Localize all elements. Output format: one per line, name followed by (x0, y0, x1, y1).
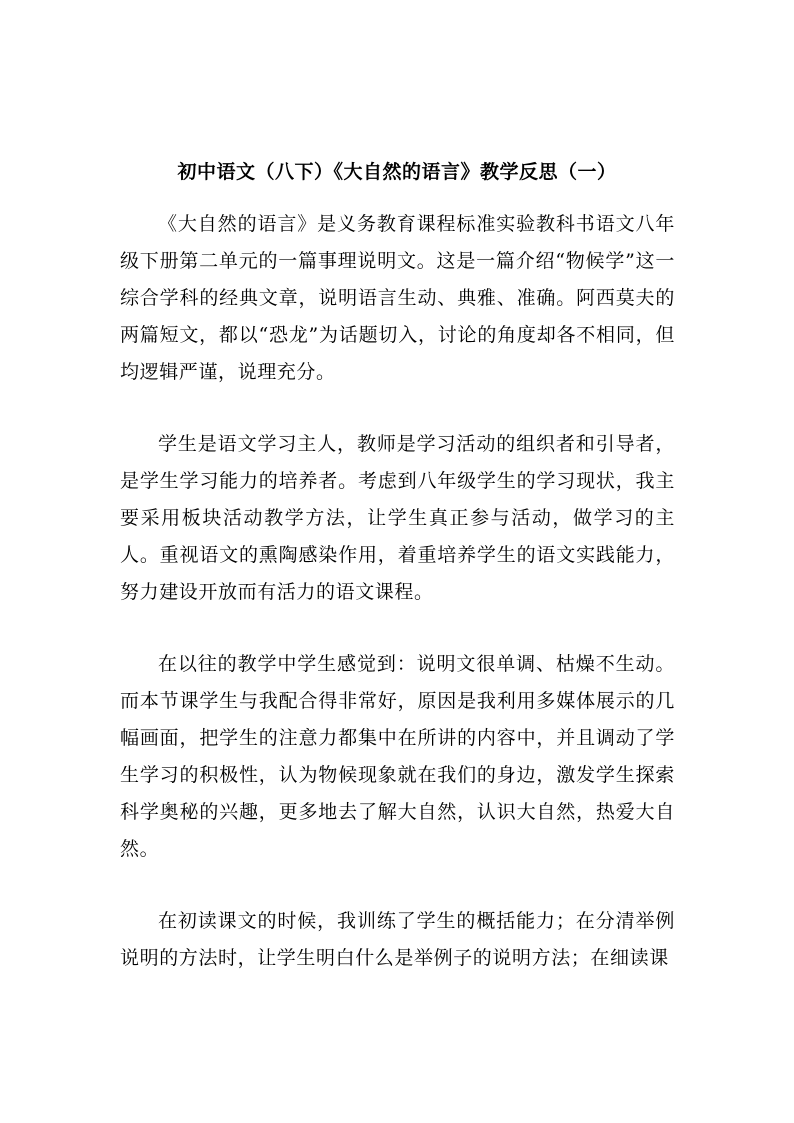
paragraph-3: 在以往的教学中学生感觉到：说明文很单调、枯燥不生动。而本节课学生与我配合得非常好，原因是我利用多媒体展示的几幅画面，把学生的注意力都集中在所讲的内容中，并且调动了学生学习的积极性，认为物候现象就在我们的身边，激发学生探索科学奥秘的兴趣，更多地去了解大自然，认识大自然，热爱大自然。 (120, 653, 675, 860)
paragraph-2: 学生是语文学习主人，教师是学习活动的组织者和引导者，是学生学习能力的培养者。考虑到八年级学生的学习现状，我主要采用板块活动教学方法，让学生真正参与活动，做学习的主人。重视语文的熏陶感染作用，着重培养学生的语文实践能力，努力建设开放而有活力的语文课程。 (120, 433, 675, 603)
paragraph-1: 《大自然的语言》是义务教育课程标准实验教科书语文八年级下册第二单元的一篇事理说明文。这是一篇介绍“物候学”这一综合学科的经典文章，说明语言生动、典雅、准确。阿西莫夫的两篇短文，都以“恐龙”为话题切入，讨论的角度却各不相同，但均逻辑严谨，说理充分。 (120, 213, 675, 383)
document-body (120, 206, 675, 1012)
document-title: 初中语文（八下）《大自然的语言》教学反思（一） (177, 161, 617, 183)
paragraph-4: 在初读课文的时候，我训练了学生的概括能力；在分清举例说明的方法时，让学生明白什么是举例子的说明方法；在细读课 (120, 910, 675, 969)
